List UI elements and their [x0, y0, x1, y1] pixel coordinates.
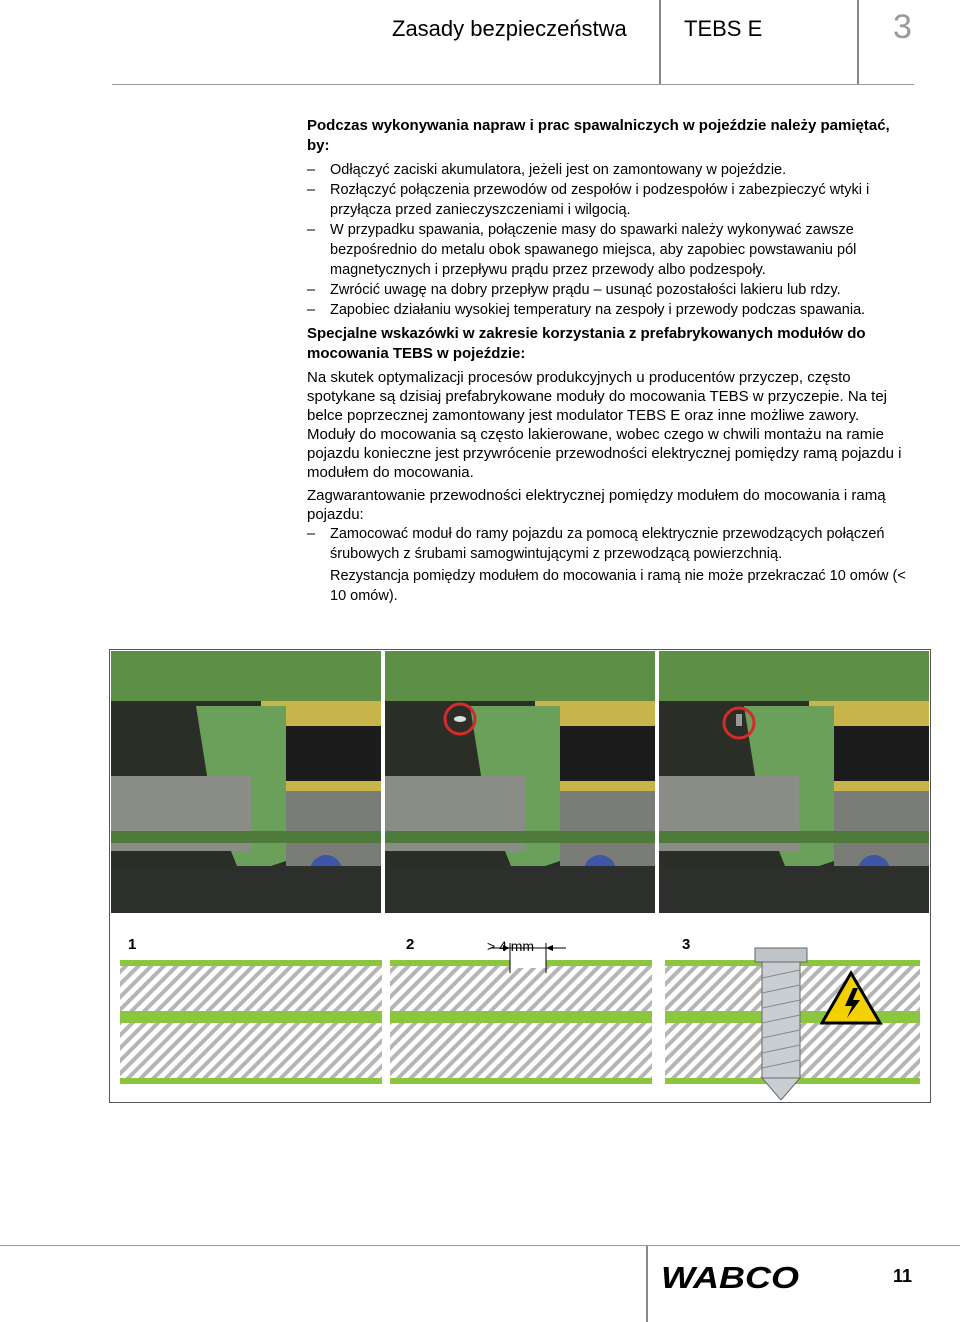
prefab-list [307, 524, 907, 606]
diagram-painted-surface [120, 918, 390, 1100]
header-rule [112, 84, 914, 85]
prefab-paragraph: Na skutek optymalizacji procesów produkcyjnych u producentów przyczep, często spotykane są dzisiaj prefabrykowane moduły do mocowania TEBS w przyczepie. Na tej belce poprzecznej zamontowany jest modulator TEBS E oraz inne możliwe zawory. Moduły do mocowania są często lakierowane, wobec czego w chwili montażu na ramie pojazdu konieczne jest przywrócenie przewodności elektrycznej pomiędzy ramą pojazdu i modułem do mocowania. [307, 369, 902, 481]
document-title: TEBS E [684, 16, 763, 41]
dash-icon: – [307, 182, 316, 198]
welding-list [307, 160, 907, 320]
svg-text:WABCO: WABCO [661, 1260, 799, 1295]
dimension-label: > 4 mm [487, 938, 535, 954]
list-item: – Zwrócić uwagę na dobry przepływ prądu – usunąć pozostałości lakieru lub rdzy. [307, 282, 841, 298]
chapter-number: 3 [893, 8, 912, 46]
photo-module-3 [659, 651, 929, 913]
page-number: 11 [893, 1266, 913, 1286]
footer-divider [646, 1246, 648, 1322]
list-item: – Odłączyć zaciski akumulatora, jeżeli jest on zamontowany w pojeździe. [307, 162, 787, 178]
list-item: Rezystancja pomiędzy modułem do mocowania i ramą nie może przekraczać 10 omów (< 10 omów). [330, 568, 906, 604]
main-content [307, 116, 907, 606]
diagram-label: 2 [406, 936, 415, 953]
welding-heading: Podczas wykonywania napraw i prac spawalniczych w pojeździe należy pamiętać, by: [307, 117, 890, 154]
list-item: – Zamocować moduł do ramy pojazdu za pomocą elektrycznie przewodzących połączeń śrubowych z śrubami samogwintującymi z przewodzącą powierzchnią. [307, 526, 885, 562]
prefab-heading: Specjalne wskazówki w zakresie korzystania z prefabrykowanych modułów do mocowania TEBS w pojeździe: [307, 325, 866, 362]
dash-icon: – [307, 282, 316, 298]
diagram-screw-connection [665, 918, 935, 1100]
diagram-label: 1 [128, 936, 137, 953]
header-divider [857, 0, 859, 84]
figure-module-grounding [109, 649, 931, 1103]
list-item: – Zapobiec działaniu wysokiej temperatury na zespoły i przewody podczas spawania. [307, 302, 866, 318]
dash-icon: – [307, 302, 316, 318]
header-divider [659, 0, 661, 84]
prefab-paragraph: Zagwarantowanie przewodności elektrycznej pomiędzy modułem do mocowania i ramą pojazdu: [307, 487, 886, 523]
diagram-label: 3 [682, 936, 691, 953]
list-item: – W przypadku spawania, połączenie masy do spawarki należy wykonywać zawsze bezpośrednio do metalu obok spawanego miejsca, aby zapobiec powstawaniu pól magnetycznych i przepływu prądu przez przewody albo podzespoły. [307, 222, 857, 278]
section-title: Zasady bezpieczeństwa [392, 16, 627, 41]
photo-module-2 [385, 651, 655, 913]
dash-icon: – [307, 162, 316, 178]
dash-icon: – [307, 222, 316, 238]
photo-module-1 [111, 651, 381, 913]
footer-rule [0, 1245, 960, 1246]
list-item: – Rozłączyć połączenia przewodów od zespołów i podzespołów i zabezpieczyć wtyki i przyłącza przed zanieczyszczeniami i wilgocią. [307, 182, 870, 218]
dash-icon: – [307, 526, 316, 542]
wabco-logo [661, 1257, 801, 1297]
